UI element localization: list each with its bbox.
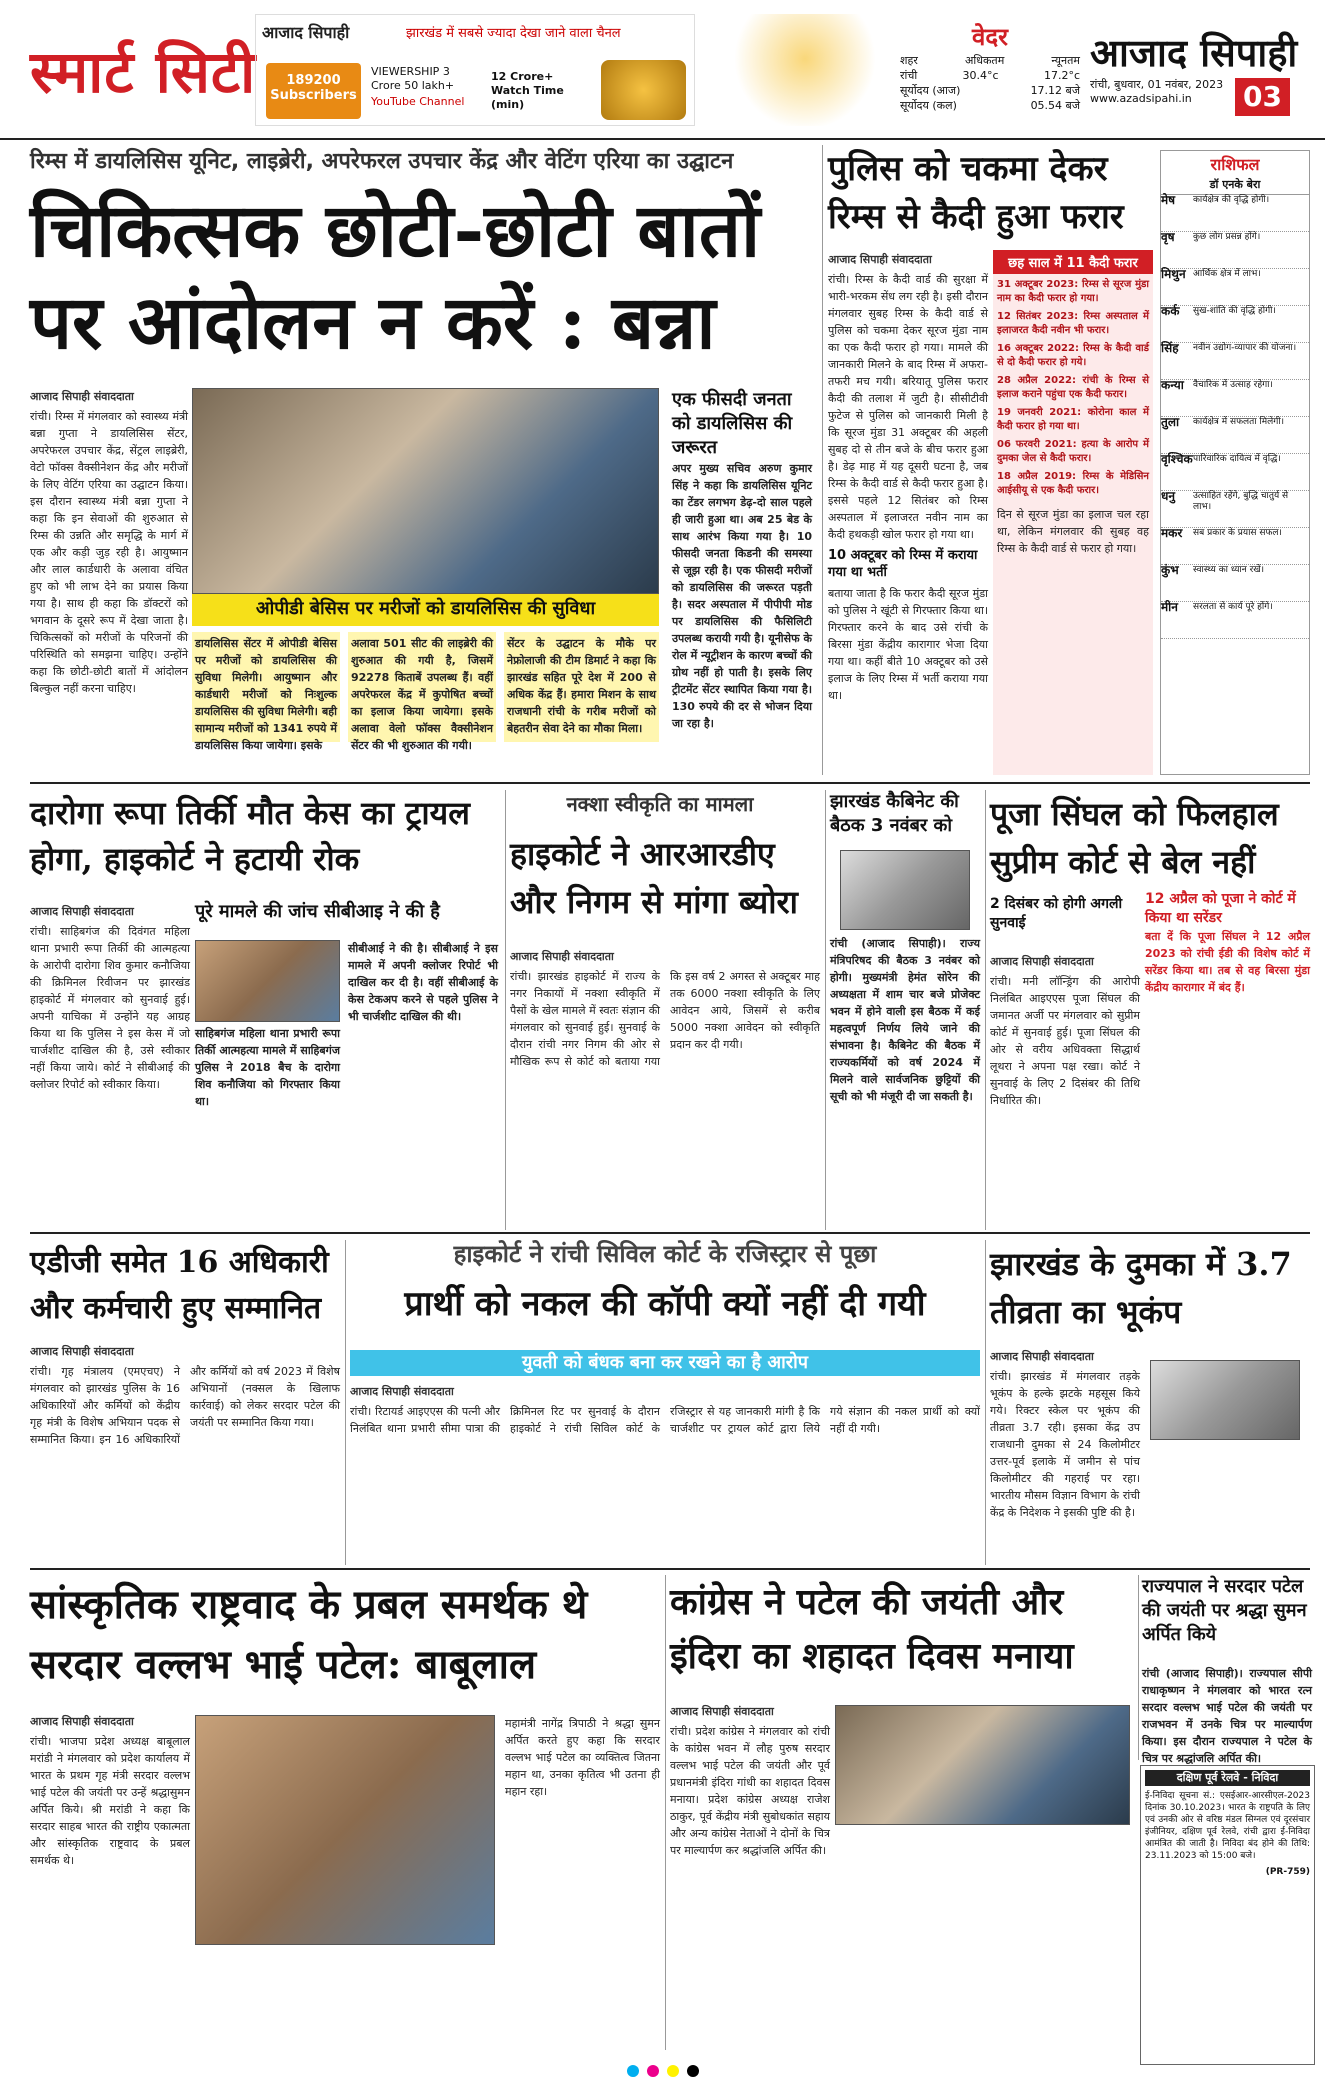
rashi-sign: सिंह <box>1161 341 1179 355</box>
rashi-text: वैचारिक में उत्साह रहेगा। <box>1193 380 1273 390</box>
weather-city: रांची <box>900 69 918 82</box>
rashifal-item <box>1161 306 1309 343</box>
puja-body-col <box>990 950 1140 1225</box>
tender-title: दक्षिण पूर्व रेलवे - निविदा <box>1145 1770 1310 1786</box>
tender-body: ई-निविदा सूचना सं.: एसईआर-आरसीएल-2023 दिनांक 30.10.2023। भारत के राष्ट्रपति के लिए एवं उनकी ओर से वरिष्ठ मंडल सिग्नल एवं दूरसंचार इंजीनियर, दक्षिण पूर्व रेलवे, रांची द्वारा ई-निविदा आमंत्रित की जाती है। निविदा बंद होने की तिथि: 23.11.2023 को 15:00 बजे। <box>1145 1791 1310 1861</box>
daroga-headline: दारोगा रूपा तिर्की मौत केस का ट्रायल होगा, हाइकोर्ट ने हटायी रोक <box>30 794 470 878</box>
lead-body-col <box>30 385 188 795</box>
daroga-body-col <box>30 900 190 1220</box>
babulal-body: रांची। भाजपा प्रदेश अध्यक्ष बाबूलाल मरांडी ने मंगलवार को प्रदेश कार्यालय में भारत के प्रथम गृह मंत्री सरदार वल्लभ भाई पटेल की जयंती पर उन्हें श्रद्धासुमन अर्पित किये। श्री मरांडी ने कहा कि सरदार साहब भारत की राष्ट्रीय एकात्मता और सांस्कृतिक राष्ट्रवाद के प्रबल समर्थक थे। <box>30 1735 190 1867</box>
rashifal-item <box>1161 528 1309 565</box>
naksha-body-col <box>510 945 820 1225</box>
puja-byline: आजाद सिपाही संवाददाता <box>990 955 1094 968</box>
weather-col-city: शहर <box>900 54 918 67</box>
congress-photo <box>835 1705 1130 1825</box>
naksha-byline: आजाद सिपाही संवाददाता <box>510 950 614 963</box>
police-timeline-item: 19 जनवरी 2021: कोरोना काल में कैदी फरार हो गया था। <box>997 407 1149 432</box>
registration-dot <box>627 2065 639 2077</box>
section-brand: स्मार्ट सिटी <box>30 38 257 106</box>
lead-body: रांची। रिम्स में मंगलवार को स्वास्थ्य मंत्री बन्ना गुप्ता ने डायलिसिस सेंटर, अपरेफरल उपचार केंद्र, सेंट्रल लाइब्रेरी, वेटो फॉक्स वैक्सीनेशन केंद्र और मरीजों के लिए वेटिंग एरिया का उद्घाटन किया। इस दौरान स्वास्थ्य मंत्री बन्ना गुप्ता ने कहा कि इन सेवाओं की शुरुआत से रिम्स की उन्नति और समृद्धि के मार्ग में एक और कड़ी जुड़ रही है। आयुष्मान और लाल कार्डधारी के अलावा वंचित हुए को भी लाभ देने का प्रयास किया गया है। साथ ही कहा कि डॉक्टरों को भगवान के दूसरे रूप में देखा जाता है। चिकित्सकों को मरीजों के परिजनों की परिस्थिति को समझना चाहिए। उन्होंने कहा कि छोटी-छोटी बातों में आंदोलन बिल्कुल नहीं करना चाहिए। <box>30 410 188 695</box>
rashi-sign: मकर <box>1161 526 1183 540</box>
police-timeline-item: 28 अप्रैल 2022: रांची के रिम्स से इलाज कराने पहुंचा एक कैदी फरार। <box>997 375 1149 400</box>
police-body-2: बताया जाता है कि फरार कैदी सूरज मुंडा को पुलिस ने खूंटी से गिरफ्तार किया था। गिरफ्तार करने के बाद उसे रांची के बिरसा मुंडा केंद्रीय कारागार भेजा दिया गया था। कहीं बीते 10 अक्टूबर को उसे इलाज के लिए रिम्स में भर्ती कराया गया था। <box>828 587 988 702</box>
registration-dot <box>667 2065 679 2077</box>
daroga-sub: पूरे मामले की जांच सीबीआइ ने की है <box>195 901 440 922</box>
sunset-label: सूर्योदय (कल) <box>900 99 957 112</box>
police-timeline-item: 18 अप्रैल 2019: रिम्स के मेडिसिन आईसीयू से एक कैदी फरार। <box>997 471 1149 496</box>
rashi-sign: तुला <box>1161 415 1180 429</box>
babulal-headline: सांस्कृतिक राष्ट्रवाद के प्रबल समर्थक थे सरदार वल्लभ भाई पटेल: बाबूलाल <box>30 1581 588 1688</box>
bhukamp-headline: झारखंड के दुमका में 3.7 तीव्रता का भूकंप <box>990 1245 1292 1331</box>
sunrise-time: 17.12 बजे <box>1030 84 1080 97</box>
rashifal-author: डॉ एनके बेरा <box>1161 177 1309 195</box>
police-timeline-item: 16 अक्टूबर 2022: रिम्स के कैदी वार्ड से दो कैदी फरार हो गये। <box>997 343 1149 368</box>
lead-photo-caption: ओपीडी बेसिस पर मरीजों को डायलिसिस की सुविधा <box>192 594 659 626</box>
cabinet-photo <box>840 850 970 930</box>
naksha-kicker: नक्शा स्वीकृति का मामला <box>566 792 754 816</box>
weather-min: 17.2°c <box>1043 69 1080 82</box>
lead-sub-3: सेंटर के उद्घाटन के मौके पर नेफ्रोलाजी की टीम डिमार्ट ने कहा कि झारखंड सहित पूरे देश में 200 से अधिक केंद्र हैं। हमारा मिशन के साथ राजधानी रांची के गरीब मरीजों को बेहतरीन सेवा देने का मौका मिला। <box>504 632 659 742</box>
naksha-headline: हाइकोर्ट ने आरआरडीए और निगम से मांगा ब्योरा <box>510 835 798 921</box>
congress-headline: कांग्रेस ने पटेल की जयंती और इंदिरा का शहादत दिवस मनाया <box>670 1581 1074 1677</box>
rashifal-item <box>1161 232 1309 269</box>
rashifal-item <box>1161 343 1309 380</box>
tender-notice <box>1140 1765 1315 2065</box>
lead-side-body: अपर मुख्य सचिव अरुण कुमार सिंह ने कहा कि डायलिसिस यूनिट का टेंडर लगभग डेढ़-दो साल पहले ही जारी हुआ था। अब 25 बेड के साथ आरंभ किया गया है। 10 फीसदी जनता किडनी की समस्या से जूझ रही है। एक फीसदी मरीजों को डायलिसिस की जरूरत पड़ती है। सदर अस्पताल में पीपीपी मोड पर डायलिसिस की फैसिलिटी उपलब्ध करायी गयी है। यूनीसेफ के रोल में न्यूट्रीशन के कारण बच्चों की ग्रोथ नहीं हो पाती है। इसके लिए ट्रीटमेंट सेंटर स्थापित किया गया है। 130 रुपये की दर से भोजन दिया जा रहा है। <box>672 462 812 730</box>
rashifal-item <box>1161 491 1309 528</box>
bhukamp-byline: आजाद सिपाही संवाददाता <box>990 1350 1094 1363</box>
rashi-sign: मीन <box>1161 600 1178 614</box>
cabinet-body: रांची (आजाद सिपाही)। राज्य मंत्रिपरिषद की बैठक 3 नवंबर को होगी। मुख्यमंत्री हेमंत सोरेन की अध्यक्षता में शाम चार बजे प्रोजेक्ट भवन में होने वाली इस बैठक में कई महत्वपूर्ण निर्णय लिये जाने की संभावना है। कैबिनेट की बैठक में राज्यकर्मियों को वर्ष 2024 में मिलने वाले सार्वजनिक छुट्टियों की सूची को भी मंजूरी दी जा सकती है। <box>830 937 980 1103</box>
rashifal-item <box>1161 195 1309 232</box>
page-number: 03 <box>1235 78 1290 116</box>
weather-box <box>900 20 1080 120</box>
puja-headline: पूजा सिंघल को फिलहाल सुप्रीम कोर्ट से बेल नहीं <box>990 795 1279 881</box>
registration-dot <box>687 2065 699 2077</box>
puja-body: रांची। मनी लॉन्ड्रिंग की आरोपी निलंबित आइएएस पूजा सिंघल की जमानत अर्जी पर मंगलवार को सुप्रीम कोर्ट में सुनवाई हुई। पूजा सिंघल की ओर से वरीय अधिवक्ता सिद्धार्थ लूथरा ने अपना पक्ष रखा। कोर्ट ने सुनवाई के लिए 2 दिसंबर की तिथि निर्धारित की। <box>990 975 1140 1107</box>
ad-subscribers: 189200 Subscribers <box>266 63 361 119</box>
babulal-photo <box>195 1715 495 1945</box>
ad-youtube: YouTube Channel <box>371 95 465 108</box>
rashifal-item <box>1161 380 1309 417</box>
police-timeline-item: 31 अक्टूबर 2023: रिम्स से सूरज मुंडा नाम का कैदी फरार हो गया। <box>997 279 1149 304</box>
naksha-body: रांची। झारखंड हाइकोर्ट में राज्य के नगर निकायों में नक्शा स्वीकृति में पैसों के खेल मामले में स्वतः संज्ञान की मंगलवार को सुनवाई हुई। सुनवाई के दौरान रांची नगर निगम की ओर से मौखिक रूप से कोर्ट को बताया गया कि इस वर्ष 2 अगस्त से अक्टूबर माह तक 6000 नक्शा स्वीकृति के लिए आवेदन आये, जिसमें से करीब 5000 नक्शा आवेदन को स्वीकृति प्रदान कर दी गयी। <box>510 970 820 1068</box>
award-icon <box>601 60 686 120</box>
ad-tagline: झारखंड में सबसे ज्यादा देखा जाने वाला चैनल <box>406 26 621 41</box>
rashifal-box <box>1160 150 1310 775</box>
lead-kicker: रिम्स में डायलिसिस यूनिट, लाइब्रेरी, अपरेफरल उपचार केंद्र और वेटिंग एरिया का उद्घाटन <box>30 149 734 174</box>
police-body: रांची। रिम्स के कैदी वार्ड की सुरक्षा में भारी-भरकम सेंध लग रही है। इसी दौरान मंगलवार सुबह रिम्स के कैदी वार्ड से पुलिस को चकमा देकर सूरज मुंडा नाम का एक कैदी फरार हो गया। मामले की जानकारी मिलने के बाद रिम्स में अफरा-तफरी मच गयी। बरियातू पुलिस फरार कैदी की तलाश में जुटी है। सीसीटीवी फुटेज से पुलिस को जानकारी मिली है कि सूरज मुंडा 31 अक्टूबर की अहली सुबह दो से तीन बजे के बीच फरार हुआ है। डेढ़ माह में यह दूसरी घटना है, जब रिम्स के कैदी वार्ड से कैदी फरार हुआ है। इससे पहले 12 सितंबर को रिम्स अस्पताल में इलाजरत नवीन नाम का कैदी हथकड़ी खोल फरार हो गया था। <box>828 273 988 541</box>
sunset-time: 05.54 बजे <box>1030 99 1080 112</box>
rashifal-title: राशिफल <box>1161 151 1309 177</box>
daroga-body-2: सीबीआई ने की है। सीबीआई ने इस मामले में अपनी क्लोजर रिपोर्ट भी दाखिल कर दी है। वहीं सीबीआई के केस टेकअप करने से पहले पुलिस ने भी चार्जशीट दाखिल की थी। <box>348 942 498 1023</box>
adg-byline: आजाद सिपाही संवाददाता <box>30 1345 134 1358</box>
rashi-text: पारिवारिक दायित्व में वृद्धि। <box>1193 454 1281 464</box>
weather-col-max: अधिकतम <box>964 54 1005 67</box>
bhukamp-body: रांची। झारखंड में मंगलवार तड़के भूकंप के हल्के झटके महसूस किये गये। रिक्टर स्केल पर भूकंप की तीव्रता 3.7 रही। इसका केंद्र उप राजधानी दुमका से 24 किलोमीटर उत्तर-पूर्व इलाके में जमीन से पांच किलोमीटर की गहराई पर रहा। भारतीय मौसम विज्ञान विभाग के रांची केंद्र के निदेशक ने इसकी पुष्टि की है। <box>990 1370 1140 1519</box>
rashi-sign: कुंभ <box>1161 563 1179 577</box>
bhukamp-body-col <box>990 1345 1140 1565</box>
police-timeline-item: 12 सितंबर 2023: रिम्स अस्पताल में इलाजरत कैदी नवीन भी फरार। <box>997 311 1149 336</box>
congress-byline: आजाद सिपाही संवाददाता <box>670 1705 774 1718</box>
congress-body-col <box>670 1700 830 2050</box>
rashi-sign: मिथुन <box>1161 267 1186 281</box>
police-body-3: दिन से सूरज मुंडा का इलाज चल रहा था, लेकिन मंगलवार की सुबह वह रिम्स के कैदी वार्ड से फरार हो गया। <box>997 508 1149 555</box>
cabinet-headline: झारखंड कैबिनेट की बैठक 3 नवंबर को <box>830 791 959 836</box>
ad-viewership: VIEWERSHIP 3 Crore 50 lakh+ <box>371 65 455 92</box>
daroga-body: रांची। साहिबगंज की दिवंगत महिला थाना प्रभारी रूपा तिर्की की आत्महत्या के आरोपी दारोगा शिव कुमार कनौजिया की क्रिमिनल रिवीजन पर झारखंड हाइकोर्ट में मंगलवार को सुनवाई हुई। अपनी याचिका में उन्होंने यह आग्रह किया था कि पुलिस ने इस केस में जो चार्जशीट दाखिल की है, उसे स्वीकार नहीं किया जाये। कोर्ट ने सीबीआई की क्लोजर रिपोर्ट को स्वीकार किया। <box>30 925 190 1091</box>
police-body-col <box>828 248 988 776</box>
rashifal-item <box>1161 454 1309 491</box>
weather-col-min: न्यूनतम <box>1051 54 1080 67</box>
adg-body: रांची। गृह मंत्रालय (एमएचए) ने मंगलवार को झारखंड पुलिस के 16 अधिकारियों और कर्मियों को केंद्रीय गृह मंत्री के विशेष अभियान पदक से सम्मानित किया। इन 16 अधिकारियों और कर्मियों को वर्ष 2023 में विशेष अभियानों (नक्सल के खिलाफ कार्रवाई) को लेकर सरदार पटेल की जयंती पर सम्मानित किया गया। <box>30 1365 340 1446</box>
tender-code: (PR-759) <box>1265 1867 1310 1877</box>
registrar-body: रांची। रिटायर्ड आइएएस की पत्नी और निलंबित थाना प्रभारी सीमा पात्रा की क्रिमिनल रिट पर सुनवाई के दौरान हाइकोर्ट ने रांची सिविल कोर्ट के रजिस्ट्रार से यह जानकारी मांगी है कि चार्जशीट पर ट्रायल कोर्ट द्वारा लिये गये संज्ञान की नकल प्रार्थी को क्यों नहीं दी गयी। <box>350 1405 980 1435</box>
rashi-text: कार्यक्षेत्र की वृद्धि होगी। <box>1193 195 1270 205</box>
rashi-text: कुछ लोग प्रसन्न होंगे। <box>1193 232 1261 242</box>
registrar-byline: आजाद सिपाही संवाददाता <box>350 1385 454 1398</box>
pen-nib-icon <box>730 14 880 126</box>
adg-headline: एडीजी समेत 16 अधिकारी और कर्मचारी हुए सम्मानित <box>30 1245 329 1326</box>
babulal-body-2: महामंत्री नागेंद्र त्रिपाठी ने श्रद्धा सुमन अर्पित करते हुए कहा कि सरदार वल्लभ भाई पटेल का व्यक्तित्व जितना महान था, उनका कृतित्व भी उतना ही महान रहा। <box>505 1717 660 1798</box>
registrar-strip: युवती को बंधक बना कर रखने का है आरोप <box>350 1350 980 1376</box>
daroga-caption: साहिबगंज महिला थाना प्रभारी रूपा तिर्की आत्महत्या मामले में साहिबगंज पुलिस ने 2018 बैच के दारोगा शिव कनौजिया को गिरफ्तार किया था। <box>195 1027 340 1108</box>
daroga-byline: आजाद सिपाही संवाददाता <box>30 905 134 918</box>
sunrise-label: सूर्योदय (आज) <box>900 84 961 97</box>
lead-sub-2: अलावा 501 सीट की लाइब्रेरी की शुरुआत की गयी है, जिसमें 92278 किताबें उपलब्ध हैं। वहीं अपरेफरल केंद्र में कुपोषित बच्चों का इलाज किया जायेगा। इसके अलावा वेलो फॉक्स वैक्सीनेशन सेंटर की भी शुरुआत की गयी। <box>348 632 496 742</box>
rashi-text: सब प्रकार के प्रयास सफल। <box>1193 528 1282 538</box>
lead-side-title: एक फीसदी जनता को डायलिसिस की जरूरत <box>672 389 793 458</box>
weather-max: 30.4°c <box>962 69 999 82</box>
rashi-sign: कर्क <box>1161 304 1180 318</box>
registrar-headline: प्रार्थी को नकल की कॉपी क्यों नहीं दी गयी <box>404 1284 926 1324</box>
website: www.azadsipahi.in <box>1090 92 1192 105</box>
masthead: आजाद सिपाही <box>1090 30 1298 75</box>
date: रांची, बुधवार, 01 नवंबर, 2023 <box>1090 78 1224 91</box>
governor-headline: राज्यपाल ने सरदार पटेल की जयंती पर श्रद्धा सुमन अर्पित किये <box>1142 1576 1307 1645</box>
rashi-text: सरलता से कार्य पूरे होंगे। <box>1193 602 1273 612</box>
rashi-sign: वृष <box>1161 230 1175 244</box>
rashifal-item <box>1161 417 1309 454</box>
lead-sub-1: डायलिसिस सेंटर में ओपीडी बेसिस पर मरीजों को डायलिसिस की सुविधा मिलेगी। आयुष्मान और कार्डधारी मरीजों को निःशुल्क डायलिसिस की सुविधा मिलेगी। बही सामान्य मरीजों को 1341 रुपये में डायलिसिस किया जायेगा। इसके <box>192 632 340 742</box>
adg-body-col <box>30 1340 340 1565</box>
babulal-byline: आजाद सिपाही संवाददाता <box>30 1715 134 1728</box>
rashi-text: आर्थिक क्षेत्र में लाभ। <box>1193 269 1261 279</box>
registration-dot <box>647 2065 659 2077</box>
puja-box-body: बता दें कि पूजा सिंघल ने 12 अप्रैल 2023 को रांची ईडी की विशेष कोर्ट में सरेंडर किया था। तब से वह बिरसा मुंडा केंद्रीय कारागार में बंद हैं। <box>1145 930 1310 994</box>
rashi-sign: धनु <box>1161 489 1176 503</box>
lead-byline: आजाद सिपाही संवाददाता <box>30 390 134 403</box>
governor-body: रांची (आजाद सिपाही)। राज्यपाल सीपी राधाकृष्णन ने मंगलवार को भारत रत्न सरदार वल्लभ भाई पटेल की जयंती पर राजभवन में उनके चित्र पर माल्यार्पण किया। इस दौरान राज्यपाल ने पटेल के चित्र पर श्रद्धांजलि अर्पित की। <box>1142 1667 1312 1765</box>
channel-ad <box>255 14 695 126</box>
rashi-text: स्वास्थ्य का ध्यान रखें। <box>1193 565 1265 575</box>
police-box-title: छह साल में 11 कैदी फरार <box>993 250 1153 274</box>
rashifal-item <box>1161 269 1309 306</box>
police-timeline-box <box>993 250 1153 775</box>
registrar-body-col <box>350 1380 980 1565</box>
ad-title: आजाद सिपाही <box>262 23 350 42</box>
police-timeline-item: 06 फरवरी 2021: हत्या के आरोप में दुमका जेल से कैदी फरार। <box>997 439 1149 464</box>
rashi-text: कार्यक्षेत्र में सफलता मिलेगी। <box>1193 417 1285 427</box>
lead-headline: चिकित्सक छोटी-छोटी बातों पर आंदोलन न करें : बन्ना <box>30 188 761 366</box>
rashi-sign: वृश्चिक <box>1161 452 1193 466</box>
congress-body: रांची। प्रदेश कांग्रेस ने मंगलवार को रांची के कांग्रेस भवन में लौह पुरुष सरदार वल्लभ भाई पटेल की जयंती और पूर्व प्रधानमंत्री इंदिरा गांधी का शहादत दिवस मनाया। प्रदेश कांग्रेस अध्यक्ष राजेश ठाकुर, पूर्व केंद्रीय मंत्री सुबोधकांत सहाय और अन्य कांग्रेस नेताओं ने दोनों के चित्र पर माल्यार्पण कर श्रद्धांजलि अर्पित की। <box>670 1725 830 1857</box>
babulal-body-col <box>30 1710 190 2050</box>
puja-box-title: 12 अप्रैल को पूजा ने कोर्ट में किया था सरेंडर <box>1145 891 1296 926</box>
police-highlight: 10 अक्टूबर को रिम्स में कराया गया था भर्ती <box>828 548 978 580</box>
lead-side-col <box>672 388 812 788</box>
rashi-text: नवीन उद्योग-व्यापार की योजना। <box>1193 343 1297 353</box>
rashi-sign: मेष <box>1161 193 1176 207</box>
daroga-photo <box>195 940 340 1022</box>
puja-sub: 2 दिसंबर को होगी अगली सुनवाई <box>990 896 1123 931</box>
lead-photo <box>192 388 659 594</box>
police-headline: पुलिस को चकमा देकर रिम्स से कैदी हुआ फरार <box>828 149 1124 237</box>
puja-box <box>1145 890 1310 1105</box>
rashifal-item <box>1161 565 1309 602</box>
rashi-text: उत्साहित रहेंगे, बुद्धि चातुर्य से लाभ। <box>1193 491 1289 512</box>
weather-title: वेदर <box>972 23 1008 51</box>
rashi-sign: कन्या <box>1161 378 1184 392</box>
ad-watchtime: 12 Crore+ Watch Time (min) <box>491 70 564 111</box>
page-header <box>0 0 1325 140</box>
registrar-kicker: हाइकोर्ट ने रांची सिविल कोर्ट के रजिस्ट्रार से पूछा <box>453 1240 877 1268</box>
bhukamp-photo <box>1150 1360 1300 1440</box>
color-registration-bar <box>0 2055 1325 2087</box>
rashifal-item <box>1161 602 1309 639</box>
rashi-text: सुख-शांति की वृद्धि होगी। <box>1193 306 1276 316</box>
police-byline: आजाद सिपाही संवाददाता <box>828 253 932 266</box>
